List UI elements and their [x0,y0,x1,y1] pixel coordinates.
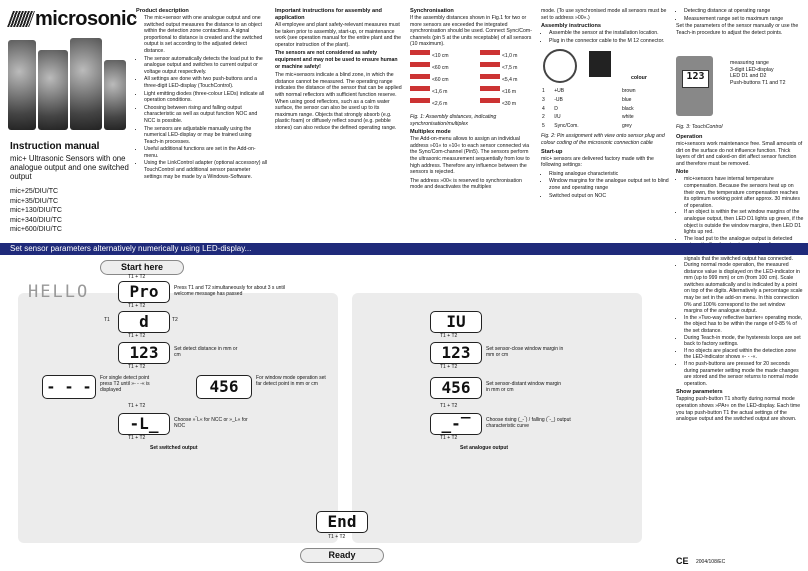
flow-banner: Set sensor parameters alternatively numerically using LED-display... [0,243,808,255]
logo-icon [7,11,35,27]
t1t2-label: T1 + T2 [440,403,458,409]
list-item: • The load put to the analogue output is detected [684,236,804,249]
pin-number: 4 [542,105,545,112]
list-item: • Useful additional functions are set in the Add-on-menu. [144,146,268,159]
t1-label: T1 [104,317,110,323]
led-display: 123 [682,70,709,88]
iu-display: IU [430,311,482,333]
t1t2-label: T1 + T2 [128,333,146,339]
assembly-instructions-important [275,8,403,134]
operation-column [676,8,804,38]
ready: Ready [300,548,384,563]
figure-caption: Fig. 1: Assembly distances, indicating synchronisation/multiplex [410,113,497,127]
product-description [136,8,268,181]
figure-caption: Fig. 3: TouchControl [676,124,723,130]
window-mode-label: For window mode operation set far detect point in mm or cm [256,375,326,387]
start-here: Start here [100,260,184,275]
list-item: • Using the LinkControl adapter (optional accessory) all TouchControl and additional sensor parameter settings may be made by a Windows-Software. [144,160,268,180]
far-point-display: 456 [196,375,252,399]
distant-margin-label: Set sensor-distant window margin in mm or cm [486,381,562,393]
distance-value: <10 cm [432,52,449,59]
pin-number: 5 [542,122,545,129]
pro-display: Pro [118,281,170,303]
pin-signal: -UB [554,96,563,103]
paragraph: mode. (To use synchronised mode all sensors must be set to address »00«.) [541,8,667,21]
t1t2-label: T1 + T2 [440,364,458,370]
distant-margin-display: 456 [430,377,482,399]
paragraph: mic+ sensors are delivered factory made with the following settings: [541,155,654,169]
sensor-photo-1 [8,40,36,130]
section-heading: Assembly instructions [541,23,601,30]
model-item: mic+35/DIU/TC [10,197,59,205]
distance-value: <30 m [502,100,517,107]
single-point-display: - - - [42,375,96,399]
pin-table-header: colour [631,75,647,82]
manual-title: Instruction manual [10,141,100,152]
close-margin-display: 123 [430,342,482,364]
figure-caption: Fig. 2: Pin assignment with view onto sensor plug and colour coding of the microsonic connection cable [541,133,665,146]
pin-number: 3 [542,96,545,103]
paragraph: The Add-on-menu allows to assign an individual address »01« to »10« to each sensor connected via the Sync/Com-channel (Pin5). The sensors perform the ultrasonic measurement sequentially from low to high address. Therefore any influence between the sensors is rejected. [410,136,530,176]
switched-output-label: Set switched output [150,445,198,451]
model-item: mic+25/DIU/TC [10,188,59,195]
distance-value: <1,0 m [502,52,518,59]
paragraph: All employee and plant safety-relevant measures must be taken prior to assembly, start-up, or maintenance work (see operation manual for the entire plant and the operator instruction of the plant). [275,22,402,48]
figure-label: LED D1 and D2 [730,73,767,80]
brand-logo: microsonic [10,8,137,31]
t1t2-label: T1 + T2 [128,274,146,280]
pin-table [541,87,661,130]
section-heading: Show parameters [676,389,723,396]
distance-value: <60 cm [432,64,449,71]
detect-distance-display: 123 [118,342,170,364]
figure-label: Push-buttons T1 and T2 [730,79,786,86]
pin-signal: D [554,105,558,112]
touchcontrol-labels [730,60,806,86]
list-item: • Switched output on NOC [549,193,669,200]
synchronisation [410,8,535,193]
t1t2-label: T1 + T2 [328,534,346,540]
list-item: • mic+sensors have internal temperature compensation. Because the sensors heat up on their own, the temperature compensation reaches its optimum working point after approx. 30 minutes of operation. [684,176,804,209]
paragraph: The mic+sensors indicate a blind zone, in which the distance cannot be measured. The operating range indicates the distance of the sensor that can be applied with normal reflectors with sufficient function reserve. When using good reflectors, such as a calm water surface, the sensor can also be used up to its maximum range. Objects that strongly absorb (e.g. plastic foam) or diffusely reflect sound (e.g. pebble stones) can also reduce the defined operating range. [275,72,402,131]
list-item: • Light emitting diodes (three-colour LEDs) indicate all operation conditions. [144,91,268,104]
manual-subtitle: mic+ Ultrasonic Sensors with one analogue output and one switched output [10,154,129,181]
table-row [541,113,661,122]
list-item: • The sensors are adjustable manually using the numerical LED-display or may be trained using Teach-in processes. [144,126,268,146]
distance-list-right [502,50,517,110]
close-margin-label: Set sensor-close window margin in mm or cm [486,346,564,358]
distance-list-left [432,50,449,110]
section-heading: Product description [136,8,189,14]
parameter-flowchart [0,255,665,571]
sensor-photo-3 [70,38,102,130]
distance-value: <7,5 m [502,64,518,71]
list-item: • During Teach-in mode, the hysteresis loops are set back to factory settings. [684,335,804,348]
table-row [541,87,661,96]
t1t2-label: T1 + T2 [128,364,146,370]
section-heading: Note [676,169,689,176]
t1t2-label: T1 + T2 [128,303,146,309]
paragraph: Set the parameters of the sensor manually or use the Teach-in procedure to adjust the detect points. [676,23,799,36]
switch-mode-label: Choose »‾L« for NCC or »_L« for NOC [174,417,248,429]
distance-value: <16 m [502,88,517,95]
pin-colour: white [621,114,634,121]
section-heading: Synchronisation [410,8,454,14]
model-item: mic+600/DIU/TC [10,226,62,234]
assembly-startup [541,8,669,200]
end-display: End [316,511,368,533]
model-item: mic+130/DIU/TC [10,207,62,215]
pin-number: 2 [542,114,545,121]
analogue-output-label: Set analogue output [460,445,509,451]
list-item: • If an object is within the set window margins of the analogue output, then LED D1 lights up green, if the object is outside the window margins, then LED D1 lights up red. [684,209,804,235]
ce-mark: CE [676,556,689,566]
d-display: d [118,311,170,333]
paragraph: If the assembly distances shown in Fig.1 for two or more sensors are exceeded the integrated synchronisation should be used. Connect Sync/Com-channels (pin 5 at the units receptable) of all sensors (10 maximum). [410,15,532,48]
distance-value: <2,6 m [432,100,448,107]
pin-colour: brown [621,88,636,95]
list-item: • Detecting distance at operating range [684,8,804,15]
list-item: • If no push-buttons are pressed for 20 seconds during parameter setting mode the made changes are stored and the sensor returns to normal mode operation. [684,361,804,387]
list-item: • signals that the switched output has connected. [684,249,804,262]
list-item: • If no objects are placed within the detection zone the LED-indicator shows »- - -«. [684,348,804,361]
list-item: • All settings are done with two push-buttons and a three-digit LED-display (TouchControl). [144,76,268,89]
list-item: • Window margins for the analogue output set to blind zone and operating range [549,178,669,191]
characteristic-label: Choose rising (_-‾) / falling (‾-_) output characteristic curve [486,417,571,429]
sensor-photo-2 [38,50,68,130]
list-item: • During normal mode operation, the measured distance value is displayed on the LED-indicator in mm (up to 999 mm) or cm (from 100 cm). Scale switches automatically and is indicated by a point on top of the digits. Alternatively a percentage scale may be set in the add-on menu. In this connection 0% and 100% correspond to the set window margins of the analogue output. [684,262,804,315]
touchcontrol-figure [676,56,713,116]
section-heading: Important instructions for assembly and application [275,8,382,21]
press-both-label: Press T1 and T2 simultaneously for about 3 s until welcome message has passed [174,285,285,297]
paragraph: mic+sensors work maintenance free. Small amounts of dirt on the surface do not influence function. Thick layers of dirt and caked-on dirt affect sensor function and therefore must be removed. [676,141,803,167]
sensor-photo-4 [104,60,126,130]
list-item: • The mic+sensor with one analogue output and one switched output measures the distance to an object within the detection zone contactless. A signal proportional to distance is created and the switched output is set according to the adjusted detect distance. [144,15,268,55]
safety-warning: The sensors are not considered as safety equipment and may not be used to ensure human or machine safety! [275,50,398,70]
pin-colour: grey [621,122,632,129]
list-item: • Plug in the connector cable to the M 12 connector. [549,38,669,45]
paragraph: Tapping push-button T1 shortly during normal mode operation shows »PAr« on the LED-display. Each time you tap push-button T1 the actual settings of the analogue output and the switched output are shown. [676,396,801,423]
section-heading: Operation [676,134,703,140]
list-item: • Assemble the sensor at the installation location. [549,30,669,37]
distance-value: <5,4 m [502,76,518,83]
figure-label: 3-digit LED-display [730,66,774,73]
fig1-assembly-distances [410,50,535,114]
switch-mode-display: -L_ [118,413,170,435]
model-list [10,187,62,235]
pin-number: 1 [542,88,545,95]
paragraph: The address »00« is reserved to synchronisation mode and deactivates the multiplex [410,177,522,191]
table-row [541,122,661,131]
fig2-pin-diagram [541,47,669,87]
list-item: • Measurement range set to maximum range [684,16,804,23]
pin-signal: +UB [554,88,565,95]
hello-text: HELLO [28,282,90,302]
ce-directive: 2004/108/EC [696,559,726,565]
table-row [541,105,661,114]
section-heading: Start-up [541,148,563,155]
list-item: • Choosing between rising and falling output characteristic as well as output function NOC and NCC is possible. [144,105,268,125]
pin-signal: I/U [554,114,561,121]
figure-label: measuring range [730,60,769,66]
list-item: • In the »Two-way reflective barrier« operating mode, the object has to be within the range of 0-85 % of the set distance. [684,315,804,335]
t1t2-label: T1 + T2 [128,403,146,409]
t1t2-label: T1 + T2 [440,435,458,441]
sensor-pair-icon [410,50,430,110]
pin-colour: black [621,105,634,112]
distance-value: <1,6 m [432,88,448,95]
sensor-pair-icon [480,50,500,110]
t1t2-label: T1 + T2 [128,435,146,441]
table-row [541,96,661,105]
section-heading: Multiplex mode [410,129,451,136]
pin-colour: blue [621,96,632,103]
pin-signal: Sync/Com. [554,122,579,129]
list-item: • Rising analogue characteristic [549,171,669,178]
distance-value: <60 cm [432,76,449,83]
operation-section [676,134,804,423]
list-item: • The sensor automatically detects the load put to the analogue output and switches to current output or voltage output respectively. [144,56,268,76]
connector-icon [543,49,577,83]
characteristic-display: _-‾ [430,413,482,435]
t2-label: T2 [172,317,178,323]
model-item: mic+340/DIU/TC [10,216,62,224]
single-point-label: For single detect point press T2 until »- - -« is displayed [100,375,150,393]
detect-distance-label: Set detect distance in mm or cm [174,346,238,358]
characteristic-icon [589,51,611,77]
t1t2-label: T1 + T2 [440,333,458,339]
